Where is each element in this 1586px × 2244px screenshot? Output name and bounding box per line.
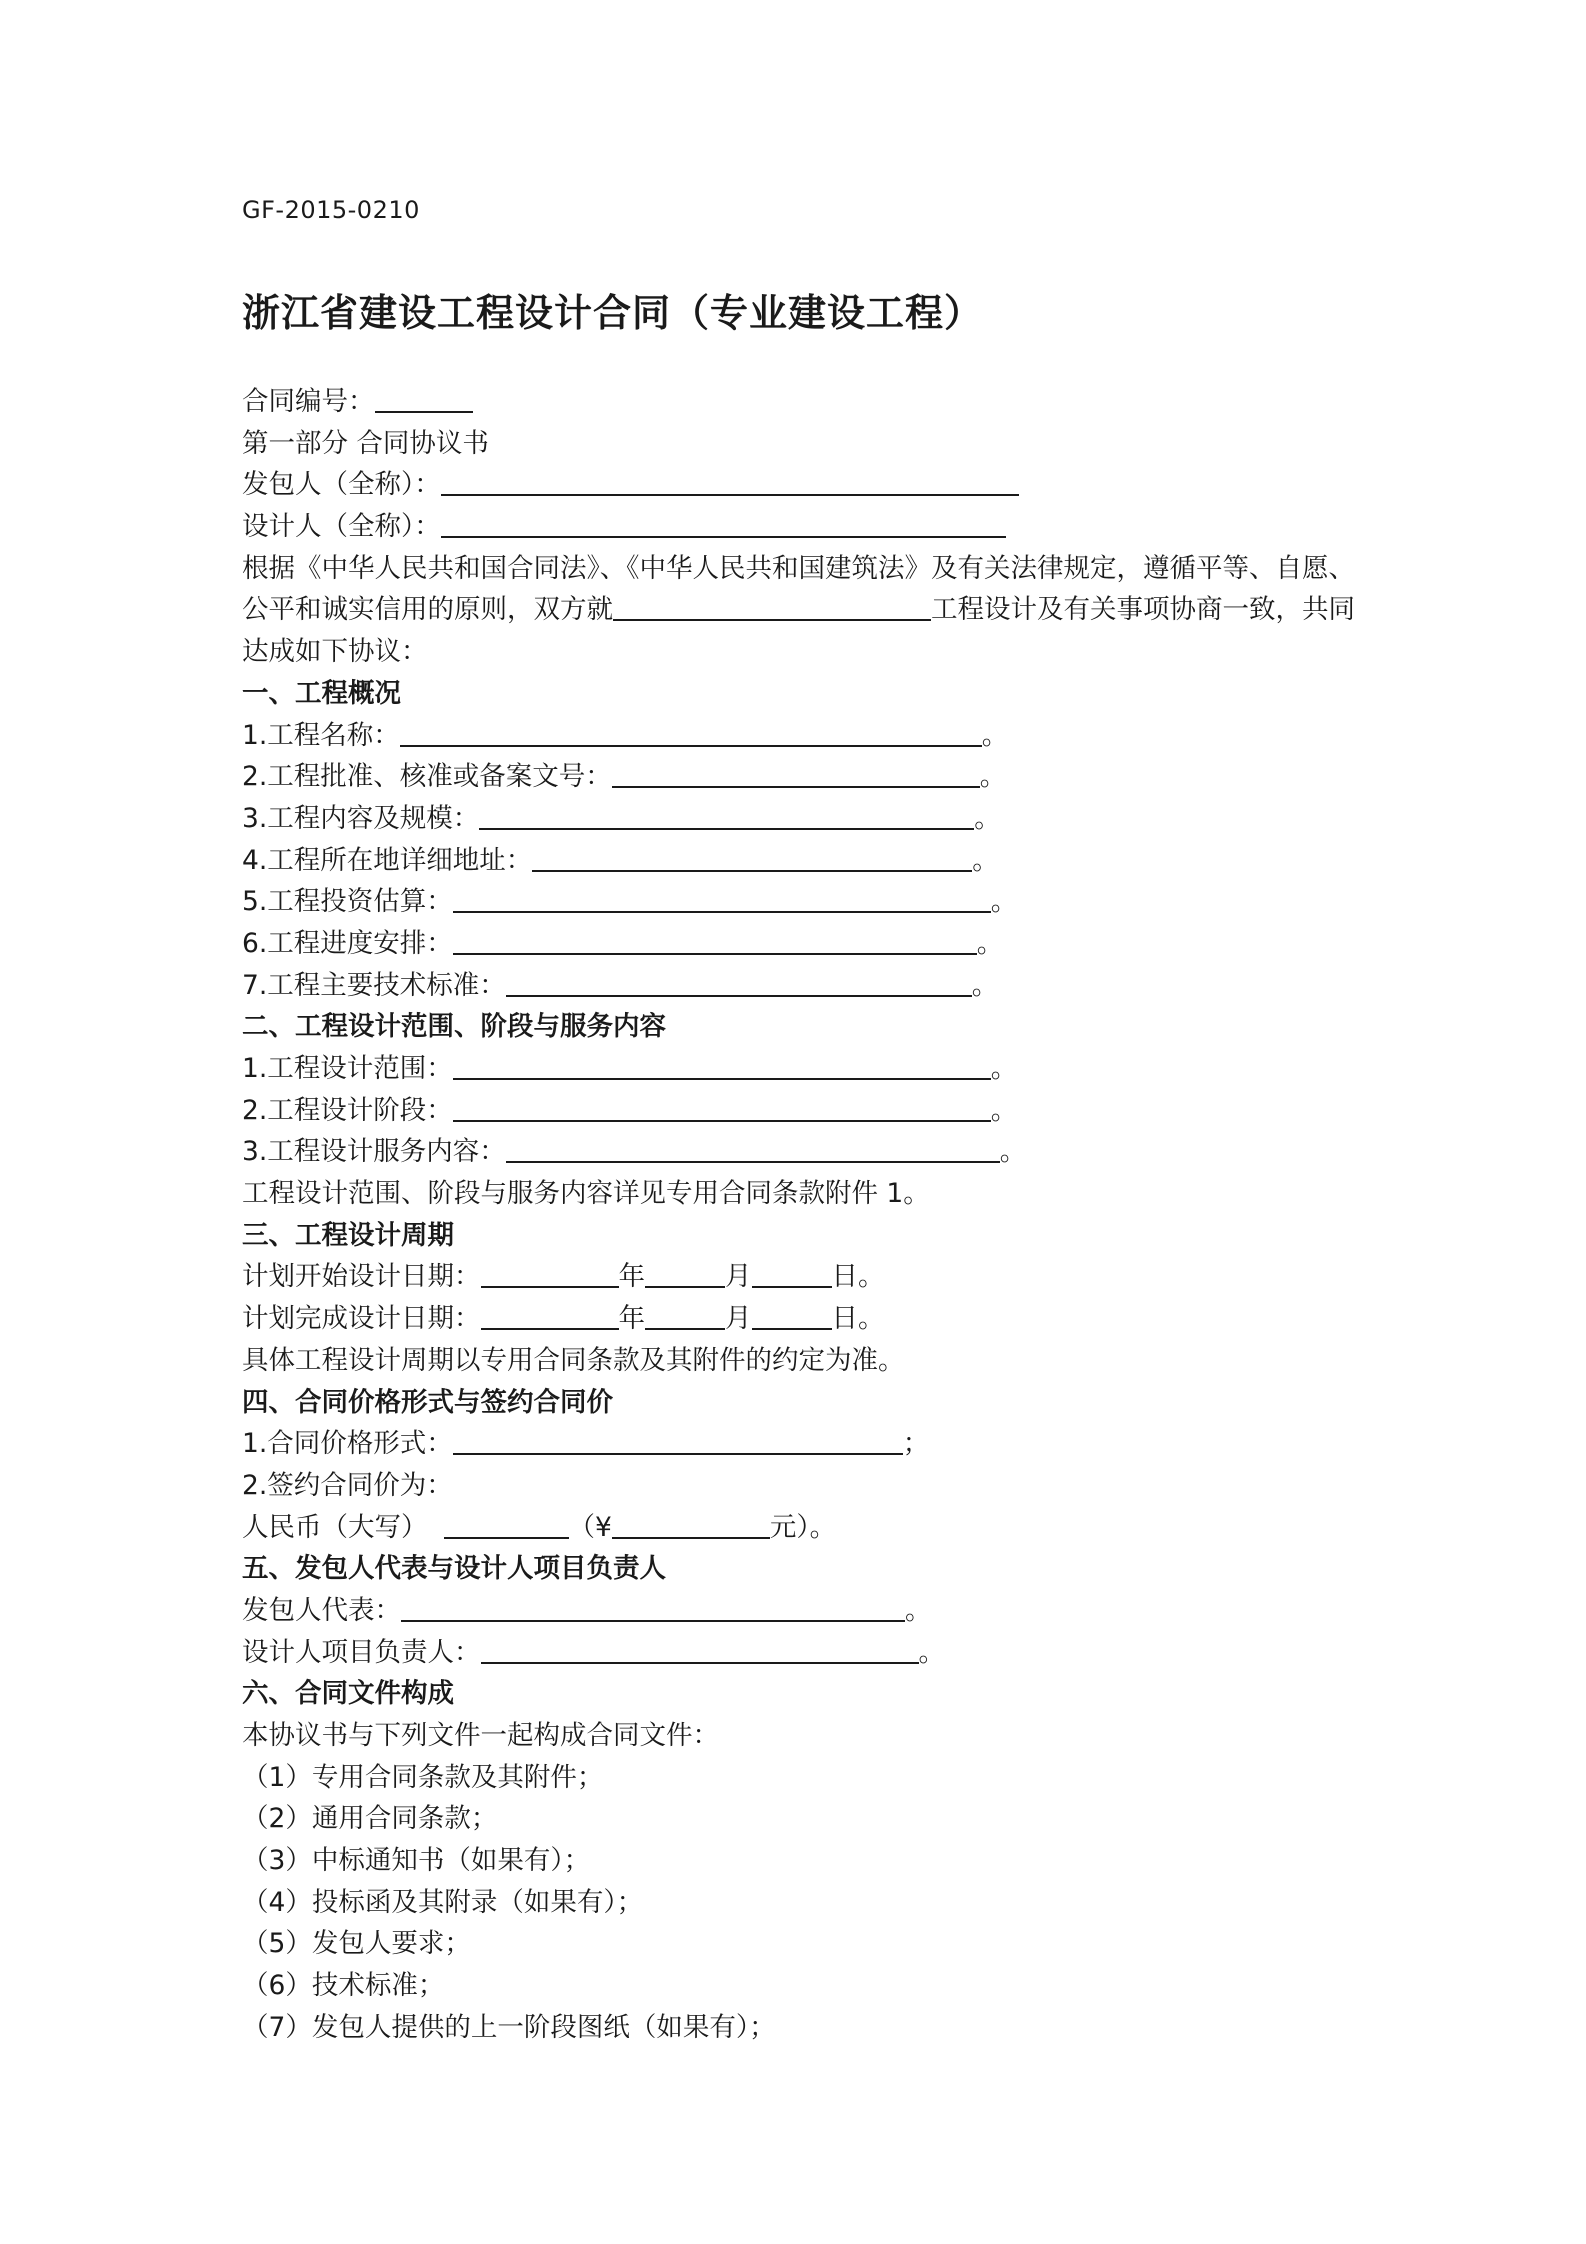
field-blank[interactable] <box>479 804 974 830</box>
price-form-blank[interactable] <box>453 1429 903 1455</box>
section-heading: 一、工程概况 <box>242 677 401 709</box>
list-item: 3.工程内容及规模： 。 <box>242 802 1001 834</box>
section-heading: 四、合同价格形式与签约合同价 <box>242 1386 613 1418</box>
page-title: 浙江省建设工程设计合同（专业建设工程） <box>242 291 984 335</box>
contract-price-label: 2.签约合同价为： <box>242 1469 453 1501</box>
field-blank[interactable] <box>453 887 991 913</box>
part-heading: 第一部分 合同协议书 <box>242 427 489 459</box>
contract-number-blank[interactable] <box>375 387 473 413</box>
section-heading: 五、发包人代表与设计人项目负责人 <box>242 1553 666 1585</box>
list-item: （2）通用合同条款； <box>242 1803 498 1835</box>
list-item: （4）投标函及其附录（如果有）； <box>242 1886 644 1918</box>
contract-body <box>242 381 1362 2049</box>
end-day-blank[interactable] <box>752 1304 832 1330</box>
list-item: 4.工程所在地详细地址： 。 <box>242 844 999 876</box>
employer-line: 发包人（全称）： <box>242 464 1362 506</box>
document-code: GF-2015-0210 <box>242 196 420 224</box>
employer-rep-line: 发包人代表： 。 <box>242 1594 932 1626</box>
preamble-paragraph: 根据《中华人民共和国合同法》、《中华人民共和国建筑法》及有关法律规定，遵循平等、自愿、公平和诚实信用的原则，双方就 工程设计及有关事项协商一致，共同达成如下协议： <box>242 552 1355 668</box>
section-heading: 三、工程设计周期 <box>242 1219 454 1251</box>
field-blank[interactable] <box>453 1054 991 1080</box>
note-text: 具体工程设计周期以专用合同条款及其附件的约定为准。 <box>242 1344 905 1376</box>
list-item: 3.工程设计服务内容： 。 <box>242 1136 1027 1168</box>
amount-words-blank[interactable] <box>444 1513 569 1539</box>
section-heading: 二、工程设计范围、阶段与服务内容 <box>242 1011 666 1043</box>
field-blank[interactable] <box>612 762 980 788</box>
documents-intro: 本协议书与下列文件一起构成合同文件： <box>242 1720 719 1752</box>
project-lead-blank[interactable] <box>481 1638 919 1664</box>
list-item: （1）专用合同条款及其附件； <box>242 1761 604 1793</box>
amount-figures-blank[interactable] <box>612 1513 770 1539</box>
list-item: 1.工程名称： 。 <box>242 719 1009 751</box>
list-item: 5.工程投资估算： 。 <box>242 886 1018 918</box>
field-blank[interactable] <box>453 929 977 955</box>
project-lead-line: 设计人项目负责人： 。 <box>242 1636 945 1668</box>
employer-name-blank[interactable] <box>441 470 1019 496</box>
end-month-blank[interactable] <box>645 1304 725 1330</box>
list-item: 1.工程设计范围： 。 <box>242 1053 1018 1085</box>
list-item: 6.工程进度安排： 。 <box>242 927 1004 959</box>
field-blank[interactable] <box>400 721 982 747</box>
designer-line: 设计人（全称）： <box>242 506 1362 548</box>
start-year-blank[interactable] <box>481 1262 619 1288</box>
list-item: （5）发包人要求； <box>242 1928 471 1960</box>
price-form-line: 1.合同价格形式： ； <box>242 1428 930 1460</box>
list-item: 2.工程批准、核准或备案文号： 。 <box>242 761 1007 793</box>
start-date-line: 计划开始设计日期： 年 月 日。 <box>242 1261 885 1293</box>
end-date-line: 计划完成设计日期： 年 月 日。 <box>242 1303 885 1335</box>
field-blank[interactable] <box>506 971 972 997</box>
list-item: 2.工程设计阶段： 。 <box>242 1094 1018 1126</box>
field-blank[interactable] <box>506 1137 1000 1163</box>
field-blank[interactable] <box>532 846 972 872</box>
list-item: （7）发包人提供的上一阶段图纸（如果有）； <box>242 2011 776 2043</box>
employer-rep-blank[interactable] <box>401 1596 905 1622</box>
designer-name-blank[interactable] <box>441 512 1006 538</box>
contract-number-line: 合同编号： <box>242 381 1362 423</box>
project-name-blank[interactable] <box>613 595 931 621</box>
list-item: 7.工程主要技术标准： 。 <box>242 969 999 1001</box>
rmb-line: 人民币（大写） （¥ 元）。 <box>242 1511 837 1543</box>
start-month-blank[interactable] <box>645 1262 725 1288</box>
list-item: （6）技术标准； <box>242 1970 445 2002</box>
field-blank[interactable] <box>453 1096 991 1122</box>
start-day-blank[interactable] <box>752 1262 832 1288</box>
end-year-blank[interactable] <box>481 1304 619 1330</box>
section-heading: 六、合同文件构成 <box>242 1678 454 1710</box>
note-text: 工程设计范围、阶段与服务内容详见专用合同条款附件 1。 <box>242 1178 930 1210</box>
list-item: （3）中标通知书（如果有）； <box>242 1845 591 1877</box>
